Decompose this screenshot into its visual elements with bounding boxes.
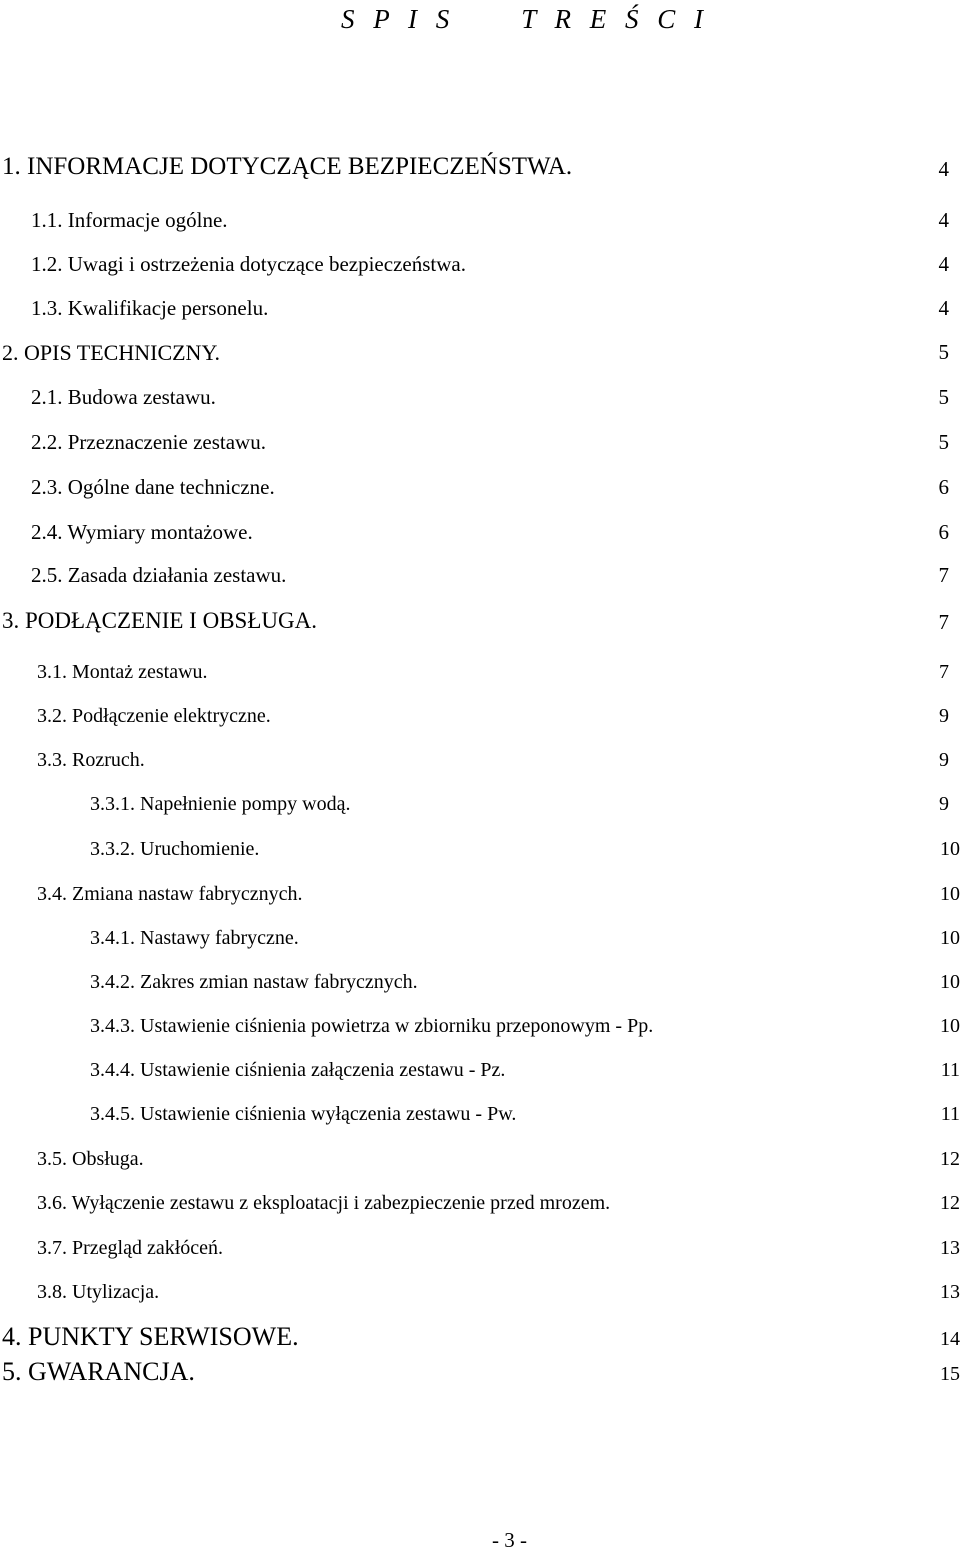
toc-entry-page: 10 <box>940 927 960 949</box>
toc-entry-page: 10 <box>940 1015 960 1037</box>
toc-entry-title: 1.3. Kwalifikacje personelu. <box>31 296 269 320</box>
toc-entry-title: 3.3. Rozruch. <box>37 749 145 771</box>
toc-entry-page: 7 <box>938 563 949 587</box>
toc-entry-title: 2.2. Przeznaczenie zestawu. <box>31 430 266 454</box>
toc-entry-page: 9 <box>939 793 949 815</box>
toc-entry-title: 3.4. Zmiana nastaw fabrycznych. <box>37 883 303 905</box>
toc-entry-page: 9 <box>939 705 949 727</box>
toc-entry-title: 3.4.4. Ustawienie ciśnienia załączenia zestawu - Pz. <box>90 1059 506 1081</box>
toc-entry-page: 9 <box>939 749 949 771</box>
toc-entry-page: 5 <box>938 430 949 454</box>
toc-entry-title: 3. PODŁĄCZENIE I OBSŁUGA. <box>2 608 317 633</box>
toc-entry-page: 4 <box>938 208 949 232</box>
toc-entry-title: 1. INFORMACJE DOTYCZĄCE BEZPIECZEŃSTWA. <box>2 153 573 180</box>
toc-entry-page: 6 <box>938 520 949 544</box>
toc-entry-page: 5 <box>938 385 949 409</box>
toc-entry-title: 1.1. Informacje ogólne. <box>31 208 228 232</box>
toc-entry-title: 2.5. Zasada działania zestawu. <box>31 563 287 587</box>
toc-entry-page: 11 <box>940 1059 960 1081</box>
toc-entry-page: 10 <box>940 971 960 993</box>
toc-entry-page: 7 <box>939 661 949 683</box>
toc-entry-page: 13 <box>940 1281 960 1303</box>
toc-entry-title: 2.3. Ogólne dane techniczne. <box>31 475 275 499</box>
toc-entry-page: 7 <box>938 610 949 634</box>
toc-entry-page: 5 <box>938 340 949 364</box>
toc-entry-title: 3.1. Montaż zestawu. <box>37 661 208 683</box>
toc-entry-page: 10 <box>940 883 960 905</box>
toc-entry-page: 11 <box>940 1103 960 1125</box>
toc-entry-title: 3.2. Podłączenie elektryczne. <box>37 705 271 727</box>
toc-entry-title: 3.3.2. Uruchomienie. <box>90 838 260 860</box>
toc-entry-title: 4. PUNKTY SERWISOWE. <box>2 1322 299 1351</box>
toc-entry-page: 15 <box>940 1363 960 1385</box>
toc-entry-title: 3.7. Przegląd zakłóceń. <box>37 1237 224 1259</box>
toc-entry-title: 3.4.2. Zakres zmian nastaw fabrycznych. <box>90 971 418 993</box>
toc-entry-page: 13 <box>940 1237 960 1259</box>
toc-entry-page: 4 <box>938 157 949 181</box>
toc-entry-title: 2.1. Budowa zestawu. <box>31 385 216 409</box>
toc-entry-title: 5. GWARANCJA. <box>2 1357 195 1386</box>
toc-entry-page: 12 <box>940 1192 960 1214</box>
toc-entry-page: 4 <box>938 296 949 320</box>
toc-entry-title: 3.4.1. Nastawy fabryczne. <box>90 927 299 949</box>
toc-entry-title: 3.3.1. Napełnienie pompy wodą. <box>90 793 351 815</box>
toc-entry-title: 2.4. Wymiary montażowe. <box>31 520 253 544</box>
toc-entry-page: 14 <box>940 1328 960 1350</box>
toc-entry-title: 3.4.5. Ustawienie ciśnienia wyłączenia zestawu - Pw. <box>90 1103 517 1125</box>
toc-entry-page: 12 <box>940 1148 960 1170</box>
toc-entry-page: 4 <box>938 252 949 276</box>
toc-entry-page: 6 <box>938 475 949 499</box>
toc-entry-title: 3.4.3. Ustawienie ciśnienia powietrza w zbiorniku przeponowym - Pp. <box>90 1015 654 1037</box>
toc-entry-page: 10 <box>940 838 960 860</box>
toc-entry-title: 3.6. Wyłączenie zestawu z eksploatacji i zabezpieczenie przed mrozem. <box>37 1192 611 1214</box>
toc-entry-title: 3.8. Utylizacja. <box>37 1281 160 1303</box>
toc-entry-title: 2. OPIS TECHNICZNY. <box>2 340 220 365</box>
page-number: - 3 - <box>492 1528 527 1552</box>
toc-entry-title: 1.2. Uwagi i ostrzeżenia dotyczące bezpieczeństwa. <box>31 252 466 276</box>
page-title: S P I S T R E Ś C I <box>340 4 704 34</box>
toc-entry-title: 3.5. Obsługa. <box>37 1148 144 1170</box>
